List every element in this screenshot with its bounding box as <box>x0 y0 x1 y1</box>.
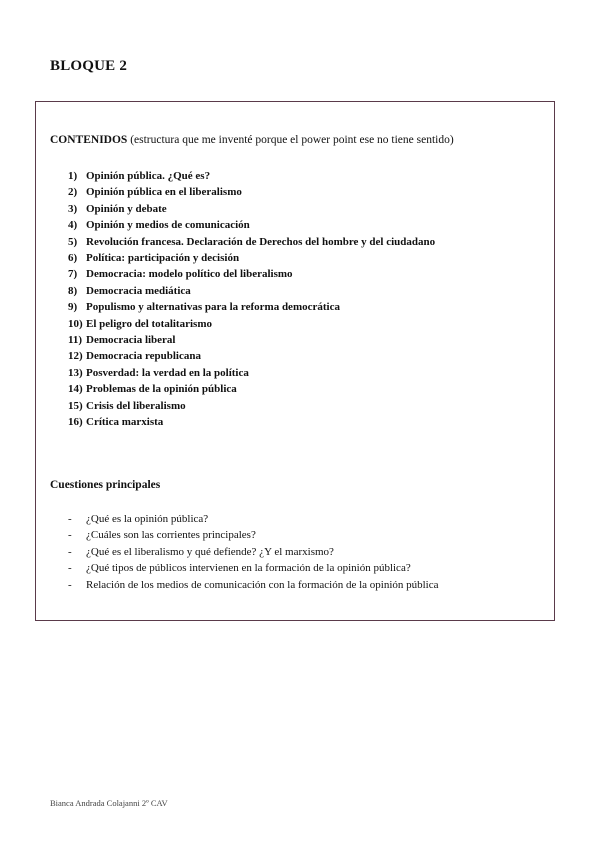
bullet-dash: - <box>68 545 72 558</box>
question-item <box>68 527 439 543</box>
topic-item <box>68 398 435 414</box>
bullet-dash: - <box>68 562 72 575</box>
question-text: ¿Qué es el liberalismo y qué defiende? ¿Y el marxismo? <box>86 545 334 558</box>
topic-number: 9) <box>68 301 78 314</box>
topic-item <box>68 381 435 397</box>
topic-number: 16) <box>68 416 83 429</box>
topic-text: Problemas de la opinión pública <box>86 383 237 396</box>
topic-item <box>68 234 435 250</box>
topic-number: 11) <box>68 334 83 347</box>
topic-text: Opinión pública. ¿Qué es? <box>86 170 211 182</box>
topic-item <box>68 168 435 184</box>
contents-heading <box>50 134 454 146</box>
bullet-dash: - <box>68 578 72 591</box>
topic-number: 7) <box>68 268 78 281</box>
topic-item <box>68 365 435 381</box>
topic-text: Opinión y debate <box>86 202 167 215</box>
topic-number: 13) <box>68 366 83 379</box>
topic-number: 2) <box>68 186 78 199</box>
topic-text: El peligro del totalitarismo <box>86 317 212 330</box>
topics-list <box>68 168 435 431</box>
topic-number: 5) <box>68 235 78 248</box>
question-text: ¿Qué es la opinión pública? <box>86 513 209 525</box>
question-text: ¿Cuáles son las corrientes principales? <box>86 529 256 542</box>
page-title: BLOQUE 2 <box>50 58 128 74</box>
topic-text: Democracia liberal <box>86 334 176 347</box>
topic-item <box>68 250 435 266</box>
topic-number: 3) <box>68 202 78 215</box>
topic-item <box>68 217 435 233</box>
topic-item <box>68 201 435 217</box>
topic-text: Democracia mediática <box>86 284 191 297</box>
topic-text: Posverdad: la verdad en la política <box>86 366 249 379</box>
topic-text: Crítica marxista <box>86 416 164 429</box>
topic-text: Opinión y medios de comunicación <box>86 219 250 232</box>
topic-text: Democracia republicana <box>86 350 201 363</box>
topic-item <box>68 414 435 430</box>
topic-item <box>68 316 435 332</box>
question-item <box>68 560 439 576</box>
topic-item <box>68 266 435 282</box>
footer-author: Bianca Andrada Colajanni 2º CAV <box>50 798 168 808</box>
topic-number: 15) <box>68 399 83 412</box>
topic-text: Democracia: modelo político del liberalismo <box>86 268 293 281</box>
contents-heading-note: (estructura que me inventé porque el power point ese no tiene sentido) <box>130 134 454 146</box>
question-item <box>68 511 439 527</box>
topic-number: 8) <box>68 284 78 297</box>
question-item <box>68 577 439 593</box>
topic-number: 10) <box>68 317 83 330</box>
bullet-dash: - <box>68 529 72 542</box>
question-text: Relación de los medios de comunicación con la formación de la opinión pública <box>86 578 439 591</box>
topic-number: 4) <box>68 219 78 232</box>
bullet-dash: - <box>68 513 72 525</box>
topic-item <box>68 332 435 348</box>
questions-heading: Cuestiones principales <box>50 479 161 491</box>
question-text: ¿Qué tipos de públicos intervienen en la formación de la opinión pública? <box>86 562 411 575</box>
topic-number: 14) <box>68 383 83 396</box>
topic-item <box>68 184 435 200</box>
contents-heading-label: CONTENIDOS <box>50 134 128 146</box>
topic-item <box>68 348 435 364</box>
topic-text: Populismo y alternativas para la reforma democrática <box>86 301 340 314</box>
question-item <box>68 544 439 560</box>
topic-item <box>68 299 435 315</box>
topic-text: Crisis del liberalismo <box>86 399 186 412</box>
topic-text: Revolución francesa. Declaración de Derechos del hombre y del ciudadano <box>86 235 436 248</box>
topic-item <box>68 283 435 299</box>
content-box <box>35 101 555 621</box>
topic-number: 1) <box>68 170 78 182</box>
topic-number: 6) <box>68 252 78 265</box>
topic-text: Política: participación y decisión <box>86 252 240 265</box>
questions-list <box>68 511 439 593</box>
topic-text: Opinión pública en el liberalismo <box>86 186 242 199</box>
topic-number: 12) <box>68 350 83 363</box>
